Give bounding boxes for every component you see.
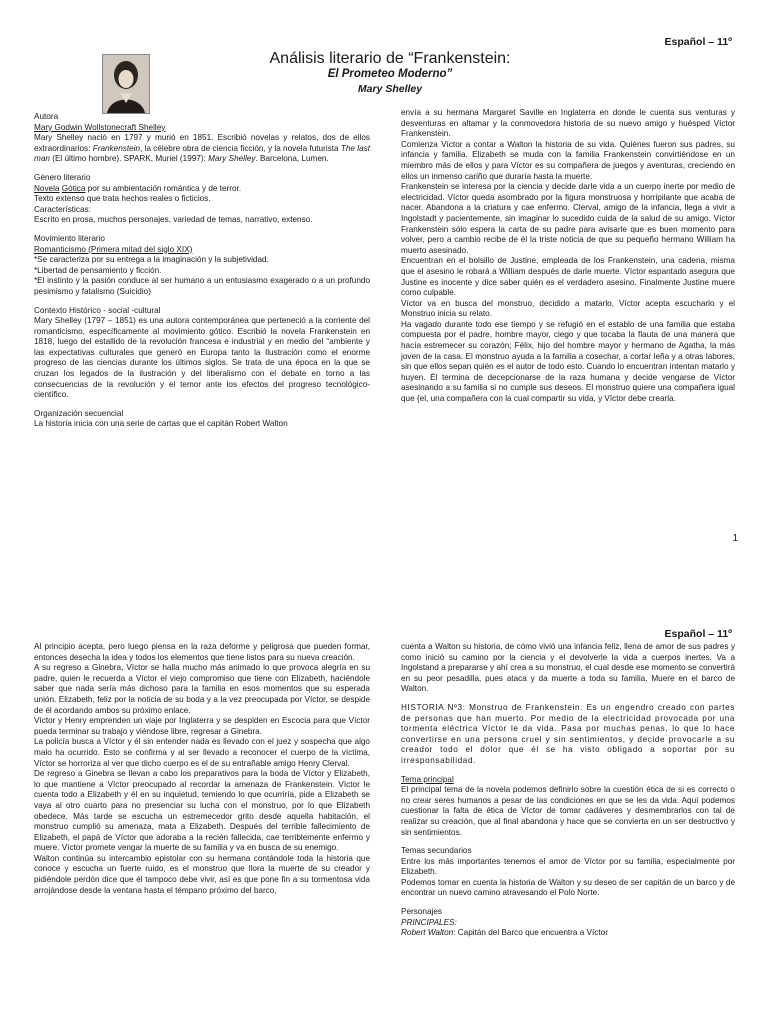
movimiento-name: Romanticismo (Primera mitad del siglo XIX) <box>34 244 193 254</box>
section-heading-genero: Género literario <box>34 172 91 182</box>
genero-line-2: Texto extenso que trata hechos reales o ficticios. <box>34 194 211 204</box>
contexto-paragraph: Mary Shelley (1797 – 1851) es una autora contemporánea que perteneció a la corriente del romanticismo, específicamente al movimiento gótico. Escribió la novela Frankenstein en 1818, luego del estallido de la revolución francesa e industrial y en medio del “ambiente y las expectativas culturales que generó en Europa tanto la Ilustración como el enorme progreso de las ciencias durante los últimos siglos. Se trata de una época en la que se cruzan los legados de la ilustración y del liberalismo con el debate en torno a las consecuencias de la revolución y el temor ante los efectos del progreso tecnológico-científico. <box>34 316 370 400</box>
personaje-walton: Robert Walton: Capitán del Barco que encuentra a Víctor <box>401 928 608 938</box>
story-paragraph: La policía busca a Víctor y él sin entender nada es llevado con el juez y sospecha que algo malo ha ocurrido. Esto se confirma y al ser llevado a reconocer el cuerpo de la víctima, Víctor se horroriza al ver que dicho cuerpo es el de su entrañable amigo Henry Clerval. <box>34 737 370 768</box>
story-paragraph: Frankenstein se interesa por la ciencia y decide darle vida a un cuerpo inerte por medio de electricidad. Víctor queda asombrado por la figura monstruosa y horripilante que acaba de nacer. Abandona a la criatura y cae enfermo. Clerval, amigo de la infancia, llega a vivir a Ingolstadt y pacientemente, sin imaginar lo sucedido cuida de la salud de su amigo. Víctor Frankenstein sólo espera la carta de su padre para avisarle que es buen momento para volver, pero a cambio recibe de él la triste noticia de que su pequeño hermano William ha muerto asesinado. <box>401 182 735 255</box>
author-portrait <box>102 54 150 114</box>
story-paragraph: Víctor y Henry emprenden un viaje por Inglaterra y se despiden en Escocia para que Víctor pueda terminar su trabajo y viéndose libre, regresar a Ginebra. <box>34 716 370 736</box>
story-paragraph: De regreso a Ginebra se llevan a cabo los preparativos para la boda de Víctor y Elizabeth, lo que mantiene a Víctor preocupado al recordar la amenaza de Frankenstein. Víctor le cuenta todo a Elizabeth y él en su inquietud, temiendo lo que ocurriría, pide a Elizabeth se vaya al otro cuarto para no presenciar su lucha con el monstruo, por lo que Elizabeth obedece. Más tarde se escucha un estremecedor grito desde aquella habitación, el monstruo cumplió su amenaza, mata a Elizabeth. Después del terrible fallecimiento de Elizabeth, el papá de Víctor que adoraba a la recién fallecida, cae terriblemente enfermo y muere. Víctor promete vengar la muerte de su familia y va en busca de su enemigo. <box>34 769 370 853</box>
story-paragraph: cuenta a Walton su historia, de cómo vivió una infancia feliz, llena de amor de sus padres y como inició su camino por la ciencia y el devolverle la vida a cuerpos inertes. Va a Ingolstand a prepararse y ahí crea a su monstruo, el cual desde ese momento se convertirá en su peor pesadilla, pues ataca y da muerte a toda su familia. Muere en el barco de Walton. <box>401 642 735 694</box>
story-paragraph: A su regreso a Ginebra, Víctor se halla mucho más animado lo que provoca alegría en su padre, quien le recuerda a Víctor el viejo compromiso que tiene con Elizabeth, haciéndole saber que nada sería más dichoso para la familia en esos momentos que su esperada unión. Elizabeth, feliz por la noticia de su boda y a la vez preocupada por Víctor, se despide de él acordando ambos su próximo enlace. <box>34 663 370 715</box>
page-header-course: Español – 11º <box>664 36 732 48</box>
document-title: Análisis literario de “Frankenstein: <box>269 50 511 67</box>
movimiento-bullet-2: *Libertad de pensamiento y ficción. <box>34 265 162 275</box>
section-heading-tema: Tema principal <box>401 774 454 784</box>
organizacion-paragraph: La historia inicia con una serie de cartas que el capitán Robert Walton <box>34 419 288 429</box>
page1-right-column <box>401 108 735 405</box>
section-heading-organizacion: Organización secuencial <box>34 408 124 418</box>
historia-paragraph: HISTORIA Nº3: Monstruo de Frankenstein. Es un engendro creado con partes de personas que han muerto. Por medio de la electricidad provocada por una tormenta eléctrica Víctor le da vida. Pasa por muchas penas, lo que lo hace convertirse en una persona cruel y sin sentimientos, y decide provocarle a su creador todo el dolor que él se ha visto obligado a soportar por su irresponsabilidad. <box>401 702 735 765</box>
page-header-course: Español – 11º <box>664 628 732 640</box>
story-paragraph: Al principio acepta, pero luego piensa en la raza deforme y peligrosa que pueden formar, entonces desecha la idea y todos los elementos que tiene listos para su nueva creación. <box>34 642 370 662</box>
story-paragraph: Víctor va en busca del monstruo, decidido a matarlo, Víctor acepta escucharlo y el Monstruo inicia su relato. <box>401 298 735 319</box>
section-heading-personajes: Personajes <box>401 907 442 917</box>
author-paragraph: Mary Shelley nació en 1797 y murió en 1851. Escribió novelas y relatos, dos de ellos extraordinarios: Frankenstein, la célebre obra de ciencia ficción, y la novela futurista The last man (El último hombre). SPARK, Muriel (1997): Mary Shelley. Barcelona, Lumen. <box>34 133 370 164</box>
section-heading-contexto: Contexto Histórico - social -cultural <box>34 305 161 315</box>
story-paragraph: Encuentran en el bolsillo de Justine, empleada de los Frankenstein, una cadena, misma que el asesino le robará a William después de darle muerte. Víctor espantado asegura que Justine es inocente y dice saber quién es el verdadero asesino. Finalmente Justine muere como culpable. <box>401 256 735 298</box>
document-author: Mary Shelley <box>357 83 423 95</box>
document-page-2 <box>0 590 768 1024</box>
genero-line-1: Novela Gótica por su ambientación romántica y de terror. <box>34 183 242 193</box>
author-full-name: Mary Godwin Wollstonecraft Shelley <box>34 122 166 132</box>
section-heading-movimiento: Movimiento literario <box>34 233 105 243</box>
document-subtitle: El Prometeo Moderno” <box>327 68 453 80</box>
temas-paragraph-2: Podemos tomar en cuenta la historia de Walton y su deseo de ser capitán de un barco y de encontrar un nuevo camino atravesando el Polo Norte. <box>401 877 735 898</box>
story-paragraph: Ha vagado durante todo ese tiempo y se refugió en el establo de una familia que estaba compuesta por el padre, hombre mayor, ciego y que tocaba la flauta de una manera que hacía estremecer su corazón; Félix, hijo del hombre mayor y hermano de Agatha, la más joven de la casa. El monstruo ayuda a la familia a cosechar, a cortar leña y a otras labores, sin que ellos sepan quién es el autor de todo esto. Cuando lo encuentran intentan matarlo y huyen. Él termina de decepcionarse de la raza humana y decide vengarse de Víctor asesinando a su familia si no cumple sus deseos. El monstruo quiere una compañera igual que {el, una compañera con la cual compartir su vida, y Víctor debe crearla. <box>401 319 735 404</box>
page1-left-column <box>34 112 370 430</box>
page2-right-column <box>401 642 735 939</box>
personajes-principales-label: PRINCIPALES: <box>401 917 457 927</box>
movimiento-bullet-1: *Se caracteriza por su entrega a la imaginación y la subjetividad. <box>34 255 269 265</box>
page-number: 1 <box>732 533 738 544</box>
section-heading-temas-secundarios: Temas secundarios <box>401 846 472 856</box>
story-paragraph: Comienza Víctor a contar a Walton la historia de su vida. Quiénes fueron sus padres, su infancia y familia. Elizabeth se muda con la familia Frankenstein convirtiéndose en un miembro más de ellos y para Víctor es su compañera de juegos y aventuras, creciendo en ellos un inmenso cariño que duraría hasta la muerte. <box>401 139 735 181</box>
movimiento-bullet-3: *El instinto y la pasión conduce al ser humano a un entusiasmo exagerado o a un profundo pesimismo y fatalismo (Suicidio) <box>34 276 370 296</box>
section-heading-autora: Autora <box>34 112 59 121</box>
tema-paragraph: El principal tema de la novela podemos definirlo sobre la cuestión ética de si es correcto o no crear seres humanos a pesar de las condiciones en que se les da vida. Aquí podemos cuestionar la falta de ética de Víctor de tomar cadáveres y desmembrarlos con tal de realizar su creación, que al final abandona y hace que se convierta en un ser destructivo y sin sentimientos. <box>401 785 735 837</box>
temas-paragraph-1: Entre los más importantes tenemos el amor de Víctor por su familia, especialmente por Elizabeth. <box>401 856 735 877</box>
story-paragraph: Walton continúa su intercambio epistolar con su hermana contándole toda la historia que conoce y escucha un fuerte ruido, es el monstruo que llora la muerte de su creador y pidiéndole perdón dice que él tampoco debe vivir, así es que pone fin a su tormentosa vida arrojándose desde la ventana hasta el témpano próximo del barco, <box>34 853 370 895</box>
genero-line-4: Escrito en prosa, muchos personajes, variedad de temas, narrativo, extenso. <box>34 215 313 225</box>
page2-left-column <box>34 642 370 896</box>
story-paragraph: envía a su hermana Margaret Saville en Inglaterra en donde le cuenta sus venturas y desventuras en altamar y la conmovedora historia de su nuevo amigo y huésped Víctor Frankenstein. <box>401 108 735 139</box>
genero-line-3: Características: <box>34 204 91 214</box>
